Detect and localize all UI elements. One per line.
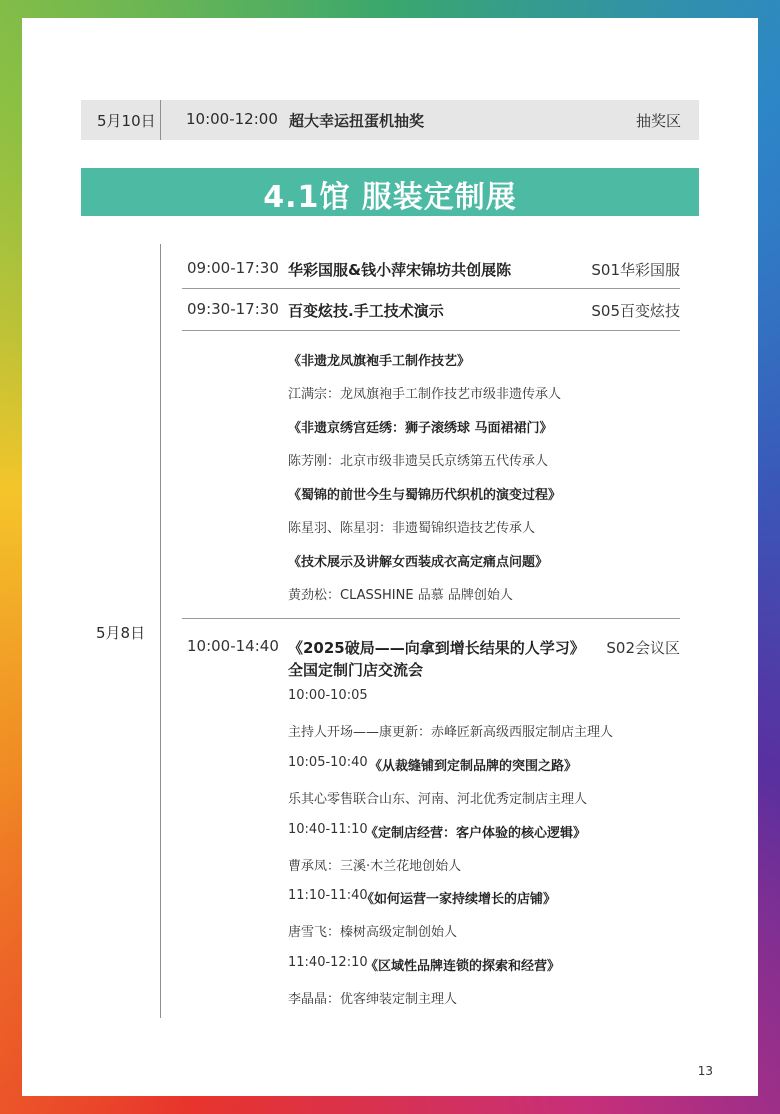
demo-presenter: 黄劲松：CLASSHINE 品慕 品牌创始人 bbox=[288, 588, 513, 603]
row-separator bbox=[182, 618, 680, 619]
event-title: 百变炫技.手工技术演示 bbox=[288, 302, 444, 320]
day-label: 5月8日 bbox=[96, 624, 146, 642]
forum-location: S02会议区 bbox=[606, 639, 680, 657]
agenda-speaker: 主持人开场——康更新：赤峰匠新高级西服定制店主理人 bbox=[288, 725, 614, 740]
agenda-topic: 《如何运营一家持续增长的店铺》 bbox=[361, 892, 557, 907]
row-date: 5月10日 bbox=[97, 112, 156, 130]
agenda-speaker: 乐其心零售联合山东、河南、河北优秀定制店主理人 bbox=[288, 792, 588, 807]
row-event-title: 超大幸运扭蛋机抽奖 bbox=[289, 112, 425, 130]
forum-subtitle: 全国定制门店交流会 bbox=[288, 661, 424, 679]
agenda-time: 11:10-11:40 bbox=[288, 888, 368, 903]
agenda-speaker: 唐雪飞：榛树高级定制创始人 bbox=[288, 925, 458, 940]
agenda-time: 10:05-10:40 bbox=[288, 755, 368, 770]
agenda-speaker: 李晶晶：优客绅装定制主理人 bbox=[288, 992, 458, 1007]
schedule-row-may10 bbox=[81, 100, 699, 140]
forum-time: 10:00-14:40 bbox=[187, 637, 279, 655]
page-number: 13 bbox=[697, 1064, 713, 1078]
day-divider-line bbox=[160, 244, 161, 1018]
section-banner bbox=[81, 168, 699, 216]
row-separator bbox=[182, 330, 680, 331]
demo-topic: 《非遗龙凤旗袍手工制作技艺》 bbox=[288, 354, 471, 369]
section-title: 4.1馆 服装定制展 bbox=[263, 180, 517, 215]
demo-topic: 《蜀锦的前世今生与蜀锦历代织机的演变过程》 bbox=[288, 488, 562, 503]
row-divider bbox=[160, 100, 161, 140]
demo-presenter: 陈芳刚：北京市级非遗吴氏京绣第五代传承人 bbox=[288, 454, 549, 469]
agenda-topic: 《定制店经营：客户体验的核心逻辑》 bbox=[365, 826, 587, 841]
brochure-page bbox=[22, 18, 758, 1096]
event-title: 华彩国服&钱小萍宋锦坊共创展陈 bbox=[288, 261, 512, 279]
demo-presenter: 江满宗：龙凤旗袍手工制作技艺市级非遗传承人 bbox=[288, 387, 562, 402]
event-time: 09:30-17:30 bbox=[187, 300, 279, 318]
row-separator bbox=[182, 288, 680, 289]
forum-title: 《2025破局——向拿到增长结果的人学习》 bbox=[288, 639, 585, 657]
demo-topic: 《非遗京绣宫廷绣：狮子滚绣球 马面裙裙门》 bbox=[288, 421, 553, 436]
agenda-topic: 《从裁缝铺到定制品牌的突围之路》 bbox=[369, 759, 578, 774]
agenda-topic: 《区域性品牌连锁的探索和经营》 bbox=[365, 959, 561, 974]
row-location: 抽奖区 bbox=[635, 112, 681, 130]
demo-topic: 《技术展示及讲解女西装成衣高定痛点问题》 bbox=[288, 555, 549, 570]
event-location: S05百变炫技 bbox=[591, 302, 680, 320]
agenda-time: 10:00-10:05 bbox=[288, 688, 368, 703]
event-location: S01华彩国服 bbox=[591, 261, 680, 279]
agenda-time: 10:40-11:10 bbox=[288, 822, 368, 837]
event-time: 09:00-17:30 bbox=[187, 259, 279, 277]
row-time: 10:00-12:00 bbox=[186, 110, 278, 128]
agenda-speaker: 曹承凤：三溪·木兰花地创始人 bbox=[288, 859, 462, 874]
agenda-time: 11:40-12:10 bbox=[288, 955, 368, 970]
demo-presenter: 陈星羽、陈星羽：非遗蜀锦织造技艺传承人 bbox=[288, 521, 536, 536]
